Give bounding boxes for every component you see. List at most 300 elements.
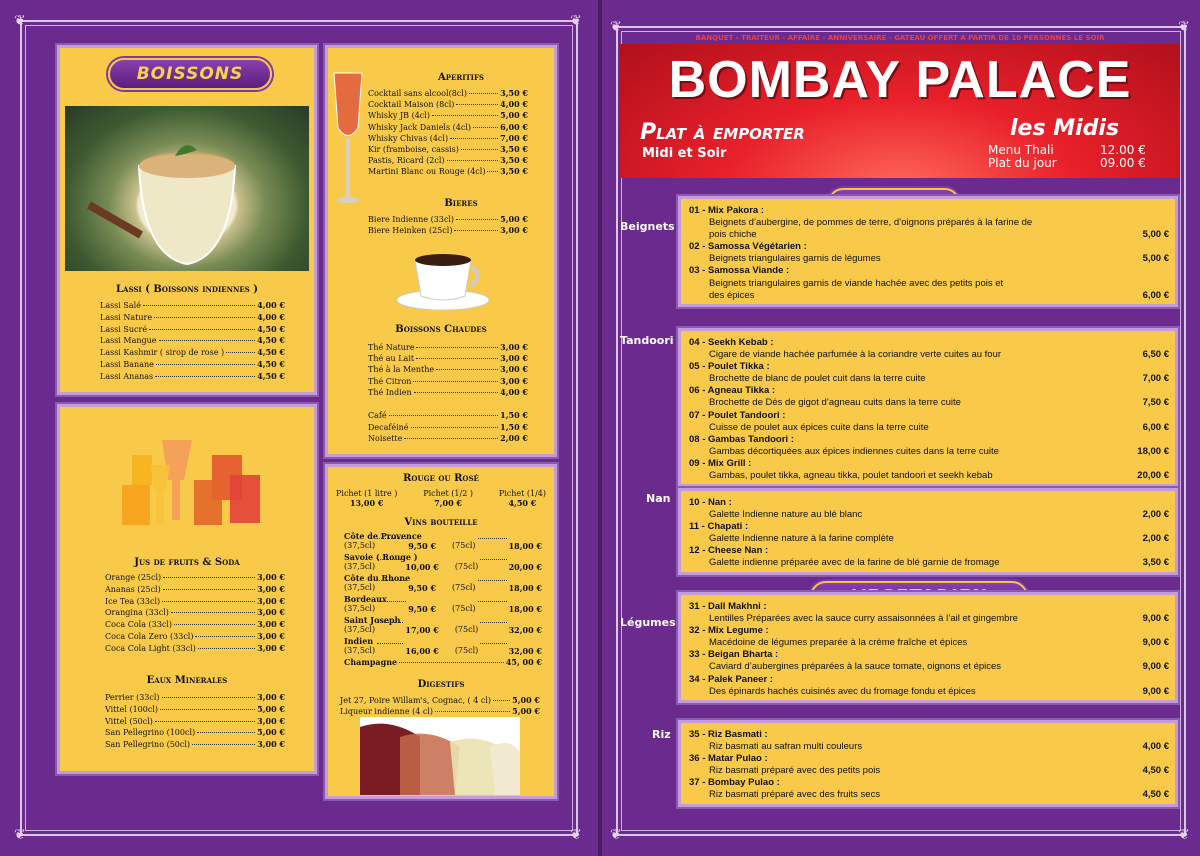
wine-bp: 18,00 € — [508, 541, 542, 551]
item-desc: Brochette de Dés de gigot d’agneau cuits dans la terre cuite — [709, 397, 961, 409]
list-item — [100, 300, 285, 312]
item-price: 5,00 € — [500, 110, 528, 121]
menu-section — [678, 328, 1178, 487]
list-item — [100, 324, 285, 336]
item-price: 4,50 € — [257, 358, 285, 369]
item-name: Noisette — [368, 434, 403, 444]
list-item — [100, 371, 285, 383]
menu-item — [689, 777, 1175, 801]
item-desc: pois chiche — [709, 229, 757, 241]
left-page — [0, 0, 598, 856]
item-name: Cocktail sans alcool(8cl) — [368, 89, 467, 98]
ornament-icon: ❦ — [610, 19, 622, 35]
digestifs-title: Digestifs — [417, 679, 465, 690]
wine-sp: 9,50 € — [408, 604, 437, 614]
midi-soir-label: Midi et Soir — [642, 146, 727, 161]
item-price: 3,00 € — [257, 595, 285, 606]
ornament-icon: ❦ — [570, 827, 582, 843]
item-title: 02 - Samossa Végétarien : — [689, 241, 807, 253]
menu-item — [689, 205, 1175, 241]
item-desc: Galette indienne préparée avec de la farine de blé garnie de fromage — [709, 557, 1000, 569]
wine-bp: 18,00 € — [508, 604, 542, 614]
menu-item — [689, 625, 1175, 649]
jour-label: Plat du jour — [988, 156, 1057, 170]
leader-dots — [416, 358, 498, 359]
lassi-photo — [65, 106, 309, 271]
menu-section — [678, 720, 1178, 807]
leader-dots — [432, 115, 498, 116]
item-title: 07 - Poulet Tandoori : — [689, 409, 786, 421]
leader-dots — [411, 427, 499, 428]
item-title: 34 - Palek Paneer : — [689, 673, 773, 685]
item-desc: Gambas décortiquées aux épices indiennes cuites dans la terre cuite — [709, 445, 999, 457]
brand-name: BOMBAY PALACE — [668, 51, 1132, 109]
item-name: Vittel (50cl) — [105, 716, 153, 726]
item-price: 3,00 € — [500, 353, 528, 364]
leader-dots — [195, 636, 255, 637]
menu-item — [689, 265, 1175, 301]
item-price: 2,00 € — [1142, 509, 1169, 521]
item-name: Biere Indienne (33cl) — [368, 215, 455, 224]
wine-row — [344, 562, 542, 573]
item-price: 4,50 € — [257, 347, 285, 358]
list-item — [340, 695, 540, 706]
list-item — [100, 335, 285, 347]
item-title: 31 - Dall Makhni : — [689, 601, 767, 612]
item-title: 01 - Mix Pakora : — [689, 205, 764, 216]
menu-item — [689, 458, 1175, 482]
menu-item — [689, 753, 1175, 777]
item-name: Whisky JB (4cl) — [368, 111, 430, 121]
list-item — [105, 607, 285, 619]
list-item — [368, 133, 528, 144]
aperitif-box — [325, 45, 557, 457]
list-item — [368, 88, 528, 99]
wine-small: (37,5cl) — [344, 646, 376, 655]
item-name: Orangina (33cl) — [105, 608, 169, 618]
leader-dots — [389, 415, 499, 416]
leader-dots — [480, 643, 506, 644]
menu-item — [689, 674, 1175, 698]
item-price: 3,00 € — [257, 572, 285, 582]
list-item — [105, 631, 285, 643]
eaux-list — [105, 692, 285, 751]
wine-row — [344, 646, 542, 657]
item-price: 4,50 € — [257, 335, 285, 346]
vins-list — [344, 531, 542, 668]
digestifs-list — [340, 695, 540, 717]
item-price: 3,00 € — [500, 375, 528, 386]
item-price: 45, 00 € — [505, 657, 542, 667]
item-price: 3,00 € — [257, 642, 285, 653]
pichet-half: Pichet (1/2 ) 7,00 € — [423, 489, 473, 508]
leader-dots — [399, 662, 504, 663]
item-desc: Des épinards hachés cuisinés avec du fromage fondu et épices — [709, 685, 976, 697]
item-name: Champagne — [344, 657, 398, 667]
list-item — [368, 122, 528, 133]
leader-dots — [450, 138, 498, 139]
item-desc: Caviard d’aubergines préparées à la sauce tomate, oignons et épices — [709, 661, 1002, 673]
menu-item — [689, 241, 1175, 265]
item-desc: Riz basmati au safran multi couleurs — [709, 741, 863, 753]
leader-dots — [436, 369, 498, 370]
leader-dots — [163, 577, 255, 578]
leader-dots — [454, 230, 498, 231]
list-item — [105, 692, 285, 704]
wine-small: (37,5cl) — [344, 583, 376, 592]
wine-name: Côte de Provence — [344, 531, 422, 541]
thali-label: Menu Thali — [988, 143, 1054, 157]
item-price: 3,00 € — [257, 607, 285, 618]
leader-dots — [377, 580, 406, 581]
wine-small: (37,5cl) — [344, 604, 376, 613]
jus-title: Jus de fruits & Soda — [134, 557, 240, 568]
leader-dots — [456, 219, 498, 220]
menu-item — [689, 729, 1175, 753]
item-price: 3,50 € — [1142, 557, 1169, 569]
list-item — [368, 99, 528, 110]
item-title: 05 - Poulet Tikka : — [689, 361, 770, 373]
item-title: 06 - Agneau Tikka : — [689, 385, 776, 397]
item-price: 6,00 € — [1142, 421, 1169, 433]
aperitif-title: Aperitifs — [438, 72, 484, 83]
item-price: 4,00 € — [257, 300, 285, 310]
list-item — [368, 155, 528, 166]
menu-item — [689, 497, 1175, 521]
rouge-title: Rouge ou Rosé — [403, 473, 479, 484]
menu-item — [689, 385, 1175, 409]
cocktail-photo — [328, 68, 368, 218]
wine-glasses-icon — [360, 717, 520, 795]
leader-dots — [377, 622, 403, 623]
item-title: 32 - Mix Legume : — [689, 625, 769, 637]
item-price: 5,00 € — [500, 214, 528, 224]
item-price: 9,00 € — [1142, 613, 1169, 625]
item-price: 6,00 € — [1142, 289, 1169, 301]
wine-name: Savoie ( Rouge ) — [344, 552, 418, 562]
leader-dots — [377, 601, 406, 602]
jus-photo — [122, 435, 262, 535]
wine-name: Saint Joseph — [344, 615, 401, 625]
list-item — [368, 214, 528, 225]
lassi-glass-icon — [65, 106, 309, 271]
item-name: Decaféiné — [368, 422, 409, 432]
vins-title: Vins bouteille — [404, 517, 478, 528]
cocktail-glass-icon — [328, 68, 368, 218]
item-price: 3,50 € — [500, 143, 528, 154]
emporter-label: Plat à emporter — [640, 120, 805, 145]
list-item — [105, 619, 285, 631]
list-item — [368, 387, 528, 398]
wine-name: Bordeaux — [344, 594, 387, 604]
item-title: 36 - Matar Pulao : — [689, 753, 768, 765]
menu-item — [689, 545, 1175, 569]
leader-dots — [414, 392, 499, 393]
item-price: 3,00 € — [257, 692, 285, 702]
item-title: 35 - Riz Basmati : — [689, 729, 768, 740]
item-price: 4,50 € — [1142, 789, 1169, 801]
ornament-icon: ❦ — [610, 827, 622, 843]
item-price: 3,00 € — [257, 715, 285, 726]
leader-dots — [163, 589, 255, 590]
list-item — [368, 342, 528, 353]
thali-price: 12.00 € — [1100, 143, 1146, 157]
item-price: 3,00 € — [500, 364, 528, 375]
item-name: Jet 27, Poire Willam's, Cognac, ( 4 cl) — [340, 696, 492, 705]
item-title: 12 - Cheese Nan : — [689, 545, 769, 557]
wine-row — [344, 604, 542, 615]
item-title: 03 - Samossa Viande : — [689, 265, 790, 277]
item-desc: des épices — [709, 289, 755, 301]
item-desc: Beignets triangulaires garnis de légumes — [709, 253, 881, 265]
leader-dots — [160, 709, 255, 710]
item-price: 5,00 € — [257, 727, 285, 738]
pichet-1l: Pichet (1 litre ) 13,00 € — [336, 489, 398, 508]
aperitif-list — [368, 88, 528, 178]
item-desc: Cigare de viande hachée parfumée à la coriandre verte cuites au four — [709, 349, 1002, 361]
wine-sp: 10,00 € — [405, 562, 439, 572]
item-name: Martini Blanc ou Rouge (4cl) — [368, 167, 486, 177]
ornament-icon: ❦ — [1178, 827, 1190, 843]
leader-dots — [174, 624, 255, 625]
item-name: Liqueur indienne (4 cl) — [340, 707, 434, 717]
item-price: 7,00 € — [500, 132, 528, 143]
leader-dots — [155, 721, 255, 722]
item-price: 4,50 € — [257, 323, 285, 334]
group-label: Légumes — [620, 616, 676, 629]
item-name: Lassi Banane — [100, 359, 154, 369]
item-name: San Pellegrino (50cl) — [105, 740, 191, 750]
cafe-list — [368, 410, 528, 445]
wine-photo — [360, 717, 520, 795]
lassi-title: Lassi ( Boissons indiennes ) — [116, 284, 258, 295]
banner-top: BANQUET - TRAITEUR - AFFAIRE - ANNIVERSAIRE - GATEAU OFFERT A PARTIR DE 10 PERSONNES LE SOIR — [695, 34, 1105, 42]
item-name: Thé Indien — [368, 387, 412, 397]
midis-label: les Midis — [1010, 116, 1120, 141]
item-price: 4,00 € — [1142, 741, 1169, 753]
leader-dots — [156, 364, 255, 365]
leader-dots — [435, 711, 510, 712]
item-title: 04 - Seekh Kebab : — [689, 337, 774, 348]
leader-dots — [456, 104, 498, 105]
item-price: 4,00 € — [500, 99, 528, 110]
leader-dots — [192, 744, 255, 745]
item-desc: Lentilles Préparées avec la sauce curry assaisonnées à l’ail et gingembre — [709, 613, 1018, 625]
item-price: 9,00 € — [1142, 661, 1169, 673]
item-price: 20,00 € — [1137, 470, 1169, 482]
item-title: 11 - Chapati : — [689, 521, 749, 533]
list-item — [368, 225, 528, 236]
list-item — [368, 376, 528, 387]
wine-big: (75cl) — [454, 625, 479, 634]
list-item — [368, 110, 528, 121]
item-name: Coca Cola Light (33cl) — [105, 643, 196, 653]
wine-small: (37,5cl) — [344, 625, 376, 634]
lassi-box — [57, 45, 317, 395]
item-name: Pastis, Ricard (2cl) — [368, 156, 445, 166]
list-item — [105, 596, 285, 608]
item-price: 5,00 € — [1142, 253, 1169, 265]
menu-item — [689, 410, 1175, 434]
leader-dots — [404, 438, 498, 439]
leader-dots — [149, 329, 255, 330]
ornament-icon: ❦ — [14, 13, 26, 29]
list-item — [368, 364, 528, 375]
wine-bp: 20,00 € — [508, 562, 542, 572]
list-item — [105, 584, 285, 596]
leader-dots — [154, 317, 255, 318]
ornament-icon: ❦ — [14, 827, 26, 843]
jour-price: 09.00 € — [1100, 156, 1146, 170]
item-price: 3,50 € — [500, 166, 528, 177]
wine-sp: 17,00 € — [405, 625, 439, 635]
item-price: 5,00 € — [512, 695, 540, 705]
item-name: Lassi Mangue — [100, 336, 157, 346]
ornament-icon: ❦ — [570, 13, 582, 29]
leader-dots — [377, 559, 403, 560]
bieres-list — [368, 214, 528, 236]
list-item — [105, 643, 285, 655]
wine-bp: 32,00 € — [508, 625, 542, 635]
item-name: Thé au Lait — [368, 354, 415, 364]
leader-dots — [480, 622, 506, 623]
item-name: Ananas (25cl) — [105, 584, 161, 594]
leader-dots — [171, 612, 255, 613]
list-item — [368, 433, 528, 445]
item-price: 6,00 € — [500, 121, 528, 132]
item-name: Lassi Sucré — [100, 324, 148, 334]
wine-name: Indien — [344, 636, 374, 646]
leader-dots — [461, 149, 498, 150]
leader-dots — [478, 580, 507, 581]
item-name: Lassi Kashmir ( sirop de rose ) — [100, 348, 225, 358]
item-price: 7,00 € — [1142, 373, 1169, 385]
menu-section — [678, 592, 1178, 703]
list-item — [100, 359, 285, 371]
item-price: 3,50 € — [500, 88, 528, 98]
vins-box — [325, 464, 557, 799]
menu-item — [689, 337, 1175, 361]
item-price: 4,00 € — [257, 311, 285, 322]
leader-dots — [413, 381, 498, 382]
item-name: San Pellegrino (100cl) — [105, 728, 196, 738]
wine-sp: 9,50 € — [408, 583, 437, 593]
list-item — [340, 706, 540, 717]
wine-small: (37,5cl) — [344, 562, 376, 571]
item-price: 2,00 € — [1142, 533, 1169, 545]
leader-dots — [493, 700, 510, 701]
item-price: 18,00 € — [1137, 445, 1169, 457]
coffee-photo — [393, 248, 493, 313]
item-desc: Beignets triangulaires garnis de viande hachée avec des petits pois et — [709, 277, 1004, 289]
item-desc: Beignets d’aubergine, de pommes de terre, d’oignons préparés à la farine de — [709, 217, 1033, 229]
item-price: 3,00 € — [257, 630, 285, 641]
bieres-title: Bieres — [444, 198, 478, 209]
item-price: 3,50 € — [500, 155, 528, 166]
item-desc: Brochette de blanc de poulet cuit dans la terre cuite — [709, 373, 926, 385]
item-name: Thé à la Menthe — [368, 365, 435, 375]
leader-dots — [469, 93, 498, 94]
item-name: Lassi Salé — [100, 301, 141, 310]
wine-name: Côte du Rhone — [344, 573, 411, 583]
right-page — [602, 0, 1200, 856]
item-name: Ice Tea (33cl) — [105, 596, 161, 606]
item-desc: Riz basmati préparé avec des fruits secs — [709, 789, 881, 801]
item-desc: Gambas, poulet tikka, agneau tikka, poulet tandoori et seekh kebab — [709, 470, 993, 482]
list-item — [105, 739, 285, 751]
item-name: Coca Cola Zero (33cl) — [105, 631, 194, 641]
item-desc: Macédoine de légumes preparée à la crème fraîche et épices — [709, 637, 968, 649]
eaux-title: Eaux Minerales — [146, 675, 228, 686]
header-banner — [620, 44, 1180, 178]
item-name: Cocktail Maison (8cl) — [368, 100, 455, 110]
leader-dots — [480, 559, 506, 560]
item-price: 4,00 € — [500, 386, 528, 397]
item-title: 10 - Nan : — [689, 497, 732, 508]
wine-big: (75cl) — [454, 562, 479, 571]
item-name: Orange (25cl) — [105, 573, 162, 582]
leader-dots — [162, 601, 255, 602]
item-price: 3,00 € — [257, 739, 285, 750]
item-price: 5,00 € — [1142, 229, 1169, 241]
wine-sp: 9,50 € — [408, 541, 437, 551]
item-desc: Riz basmati préparé avec des petits pois — [709, 765, 881, 777]
glasses-icon — [122, 435, 262, 535]
item-name: Perrier (33cl) — [105, 693, 160, 702]
menu-item — [689, 601, 1175, 625]
item-name: Kir (framboise, cassis) — [368, 144, 459, 154]
leader-dots — [143, 305, 255, 306]
leader-dots — [226, 352, 255, 353]
item-title: 37 - Bombay Pulao : — [689, 777, 780, 789]
wine-small: (37,5cl) — [344, 541, 376, 550]
list-item — [368, 166, 528, 177]
wine-bp: 18,00 € — [508, 583, 542, 593]
item-price: 3,00 € — [257, 619, 285, 630]
leader-dots — [473, 127, 498, 128]
item-price: 4,50 € — [1142, 765, 1169, 777]
lassi-list — [100, 300, 285, 383]
group-label: Nan — [646, 492, 671, 505]
leader-dots — [162, 697, 256, 698]
item-name: Vittel (100cl) — [105, 704, 159, 714]
champagne-row — [344, 657, 542, 668]
item-price: 2,00 € — [500, 433, 528, 444]
item-price: 3,00 € — [257, 583, 285, 594]
group-label: Tandoori — [620, 334, 674, 347]
item-name: Biere Heinken (25cl) — [368, 226, 453, 236]
leader-dots — [159, 340, 256, 341]
item-price: 3,00 € — [500, 342, 528, 352]
item-desc: Galette Indienne nature à la farine complète — [709, 533, 894, 545]
item-title: 09 - Mix Grill : — [689, 457, 752, 469]
item-name: Whisky Jack Daniels (4cl) — [368, 122, 472, 132]
chaudes-list — [368, 342, 528, 398]
item-price: 9,00 € — [1142, 637, 1169, 649]
leader-dots — [155, 376, 255, 377]
list-item — [105, 716, 285, 728]
item-price: 1,50 € — [500, 410, 528, 420]
wine-bp: 32,00 € — [508, 646, 542, 656]
item-name: Thé Citron — [368, 376, 412, 386]
item-price: 7,50 € — [1142, 397, 1169, 409]
item-price: 4,50 € — [257, 370, 285, 381]
wine-row — [344, 625, 542, 636]
item-name: Café — [368, 411, 387, 420]
list-item — [368, 422, 528, 434]
item-title: 33 - Beigan Bharta : — [689, 649, 779, 661]
wine-big: (75cl) — [452, 541, 476, 550]
